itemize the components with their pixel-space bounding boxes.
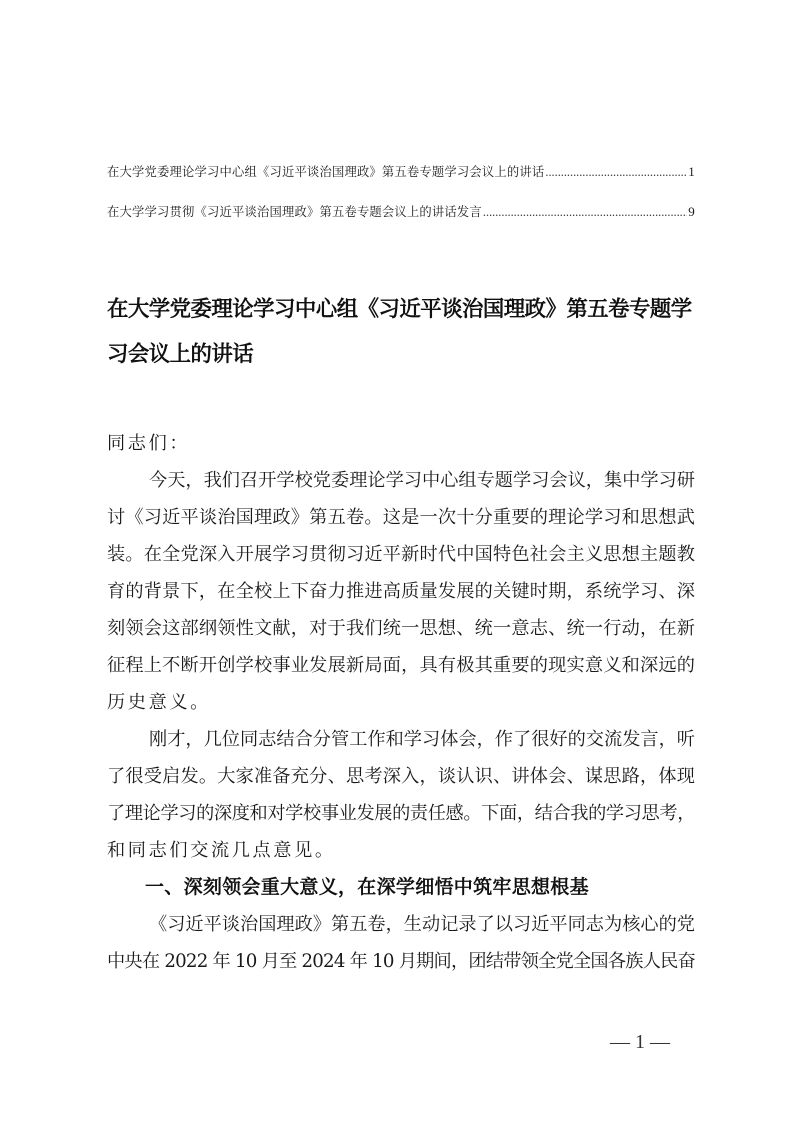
article-body <box>107 425 695 980</box>
article-title-line: 习会议上的讲话 <box>107 342 254 367</box>
toc-entry-title: 在大学学习贯彻《习近平谈治国理政》第五卷专题会议上的讲话发言 <box>107 205 482 219</box>
toc-entry-page: 9 <box>688 204 695 219</box>
paragraph-line: 中央在 2022 年 10 月至 2024 年 10 月期间，团结带领全党全国各族人民奋 <box>107 951 695 972</box>
paragraph-line: 装。在全党深入开展学习贯彻习近平新时代中国特色社会主义思想主题教 <box>107 544 695 565</box>
paragraph <box>107 721 695 869</box>
paragraph-line: 刻领会这部纲领性文献，对于我们统一思想、统一意志、统一行动，在新 <box>107 618 695 639</box>
toc-entry[interactable] <box>107 162 695 182</box>
section-heading: 一、深刻领会重大意义，在深学细悟中筑牢思想根基 <box>145 876 589 898</box>
paragraph-line: 育的背景下，在全校上下奋力推进高质量发展的关键时期，系统学习、深 <box>107 581 695 602</box>
page-number: — 1 — <box>610 1031 670 1053</box>
paragraph-line: 征程上不断开创学校事业发展新局面，具有极其重要的现实意义和深远的 <box>107 655 695 676</box>
toc-leader-dots <box>483 202 687 222</box>
paragraph-line: 了很受启发。大家准备充分、思考深入，谈认识、讲体会、谋思路，体现 <box>107 766 695 787</box>
toc-entry-page: 1 <box>688 164 695 179</box>
paragraph-line: 刚才，几位同志结合分管工作和学习体会，作了很好的交流发言，听 <box>149 729 695 750</box>
paragraph-line: 今天，我们召开学校党委理论学习中心组专题学习会议，集中学习研 <box>149 470 695 491</box>
paragraph <box>107 906 695 980</box>
paragraph-line: 和同志们交流几点意见。 <box>107 840 336 861</box>
table-of-contents <box>107 162 695 222</box>
article-title-line: 在大学党委理论学习中心组《习近平谈治国理政》第五卷专题学 <box>107 297 692 322</box>
paragraph <box>107 462 695 721</box>
article-title <box>107 287 697 377</box>
toc-entry[interactable] <box>107 202 695 222</box>
salutation: 同志们： <box>107 433 191 454</box>
toc-entry-title: 在大学党委理论学习中心组《习近平谈治国理政》第五卷专题学习会议上的讲话 <box>107 165 545 179</box>
paragraph-line: 历史意义。 <box>107 692 211 713</box>
paragraph-line: 了理论学习的深度和对学校事业发展的责任感。下面，结合我的学习思考， <box>107 803 695 824</box>
paragraph-line: 讨《习近平谈治国理政》第五卷。这是一次十分重要的理论学习和思想武 <box>107 507 695 528</box>
paragraph-line: 《习近平谈治国理政》第五卷，生动记录了以习近平同志为核心的党 <box>149 914 695 935</box>
toc-leader-dots <box>545 162 687 182</box>
